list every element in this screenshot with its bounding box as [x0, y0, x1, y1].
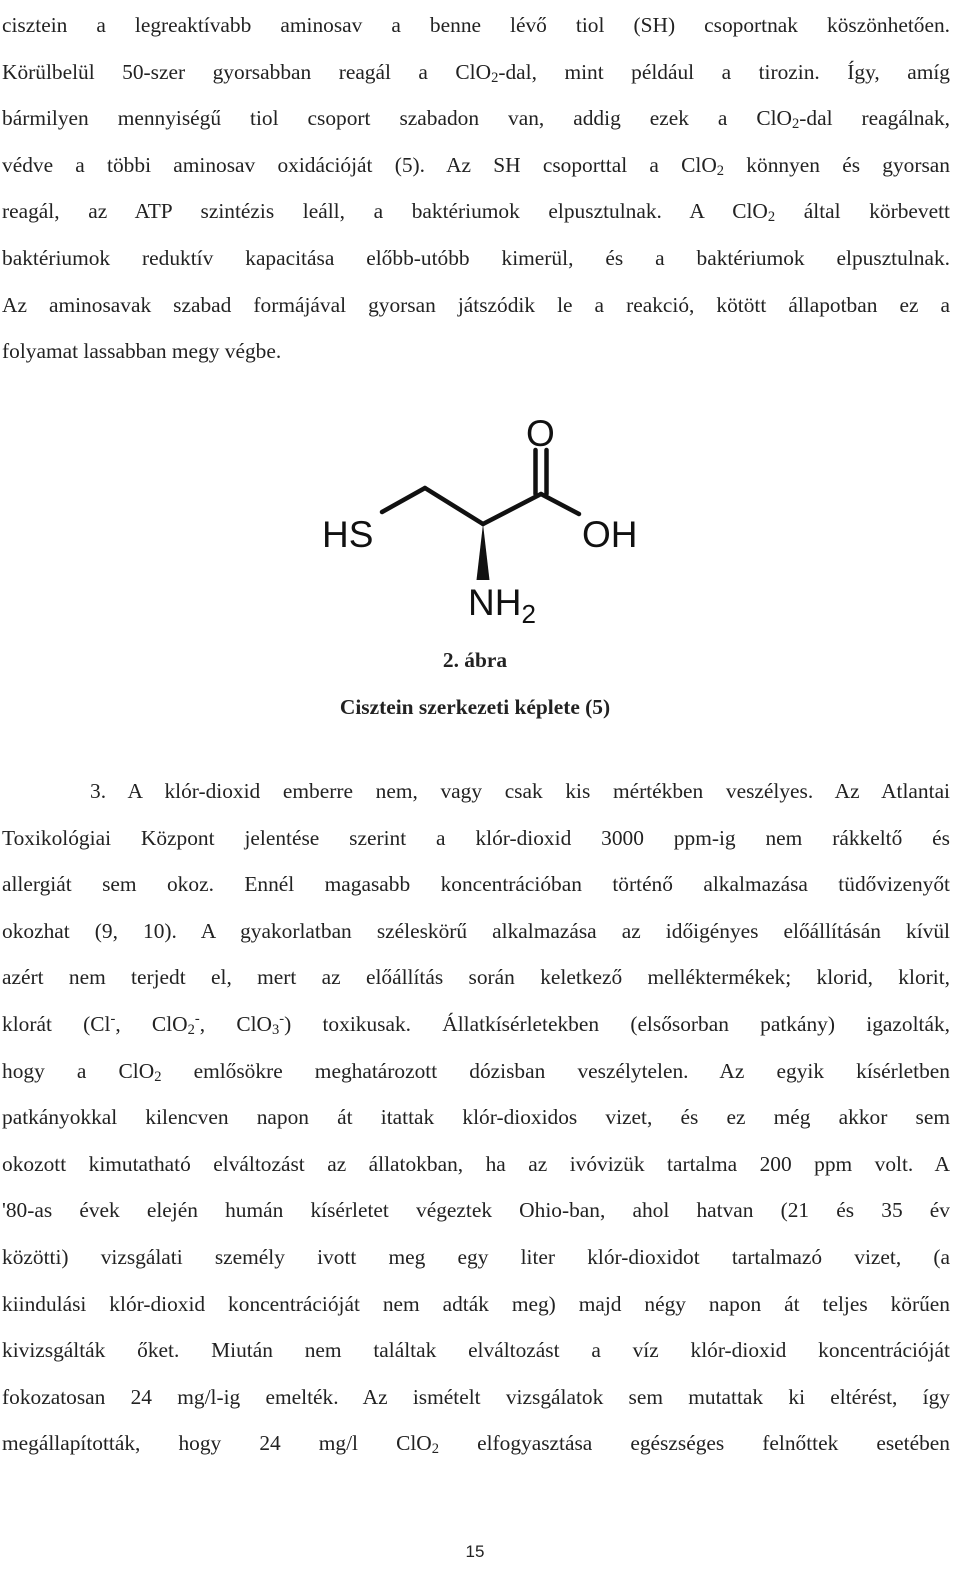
text-line: folyamat lassabban megy végbe. — [2, 339, 282, 364]
text-line: patkányokkal kilencven napon át itattak klór-dioxidos vizet, és ez még akkor sem — [2, 1105, 950, 1130]
wedge-bond-nh2 — [477, 524, 490, 580]
paragraph-cysteine-reactivity — [2, 2, 950, 375]
text-line: közötti) vizsgálati személy ivott meg egy liter klór-dioxidot tartalmazó vizet, (a — [2, 1244, 950, 1269]
figure-number: 2. ábra — [442, 648, 508, 672]
bond-ch2-calpha — [425, 488, 483, 524]
text-line: klorát (Cl-, ClO$_2$-, ClO$_3$-) toxikusak. Állatkísérletekben (elsősorban patkány) igazolták, — [2, 1010, 950, 1039]
text-line: Az aminosavak szabad formájával gyorsan játszódik le a reakció, kötött állapotban ez a — [2, 292, 950, 317]
text-line: baktériumok reduktív kapacitása előbb-utóbb kimerül, és a baktériumok elpusztulnak. — [2, 245, 950, 270]
paragraph-chlorine-dioxide-safety — [2, 768, 950, 1467]
text-line: cisztein a legreaktívabb aminosav a benne lévő tiol (SH) csoportnak köszönhetően. — [2, 13, 950, 37]
page-number: 15 — [465, 1542, 485, 1561]
text-line: allergiát sem okoz. Ennél magasabb koncentrációban történő alkalmazása tüdővizenyőt — [2, 872, 950, 897]
text-line: Körülbelül 50-szer gyorsabban reagál a ClO$_2$-dal, mint például a tirozin. Így, amíg — [2, 59, 950, 86]
bond-s-ch2 — [382, 488, 425, 512]
text-line: okozott kimutatható elváltozást az állatokban, ha az ivóvizük tartalma 200 ppm volt. A — [2, 1151, 950, 1176]
bond-calpha-carboxyl — [483, 494, 541, 524]
text-line: kivizsgálták őket. Miután nem találtak elváltozást a víz klór-dioxid koncentrációját — [2, 1338, 950, 1363]
atom-label-hs: HS — [322, 514, 374, 555]
cysteine-structure-figure — [300, 400, 660, 640]
text-line: 3. A klór-dioxid emberre nem, vagy csak kis mértékben veszélyes. Az Atlantai — [90, 779, 950, 803]
atom-label-nh2: $NH_2$ — [468, 582, 536, 629]
atom-label-o: O — [526, 413, 555, 454]
cysteine-structural-formula — [300, 400, 660, 640]
text-line: azért nem terjedt el, mert az előállítás során keletkező melléktermékek; klorid, klorit, — [2, 965, 950, 990]
bond-carboxyl-oh — [541, 494, 579, 514]
text-line: reagál, az ATP szintézis leáll, a baktériumok elpusztulnak. A ClO$_2$ által körbevett — [2, 199, 950, 226]
text-line: fokozatosan 24 mg/l-ig emelték. Az ismételt vizsgálatok sem mutattak ki eltérést, így — [2, 1384, 950, 1409]
atom-label-oh: OH — [582, 514, 638, 555]
text-line: védve a többi aminosav oxidációját (5). Az SH csoporttal a ClO$_2$ könnyen és gyorsan — [2, 152, 950, 179]
text-line: hogy a ClO$_2$ emlősökre meghatározott dózisban veszélytelen. Az egyik kísérletben — [2, 1058, 950, 1085]
text-line: megállapították, hogy 24 mg/l ClO$_2$ elfogyasztása egészséges felnőttek esetében — [2, 1431, 951, 1458]
figure-caption: Cisztein szerkezeti képlete (5) — [339, 695, 611, 719]
text-line: Toxikológiai Központ jelentése szerint a klór-dioxid 3000 ppm-ig nem rákkeltő és — [2, 825, 950, 850]
text-line: bármilyen mennyiségű tiol csoport szabadon van, addig ezek a ClO$_2$-dal reagálnak, — [2, 106, 951, 133]
text-line: kiindulási klór-dioxid koncentrációját nem adták meg) majd négy napon át teljes körűen — [2, 1291, 950, 1316]
text-line: okozhat (9, 10). A gyakorlatban széleskörű alkalmazása az időigényes előállításán kívül — [2, 918, 950, 943]
text-line: '80-as évek elején humán kísérletet végeztek Ohio-ban, ahol hatvan (21 és 35 év — [2, 1198, 950, 1223]
